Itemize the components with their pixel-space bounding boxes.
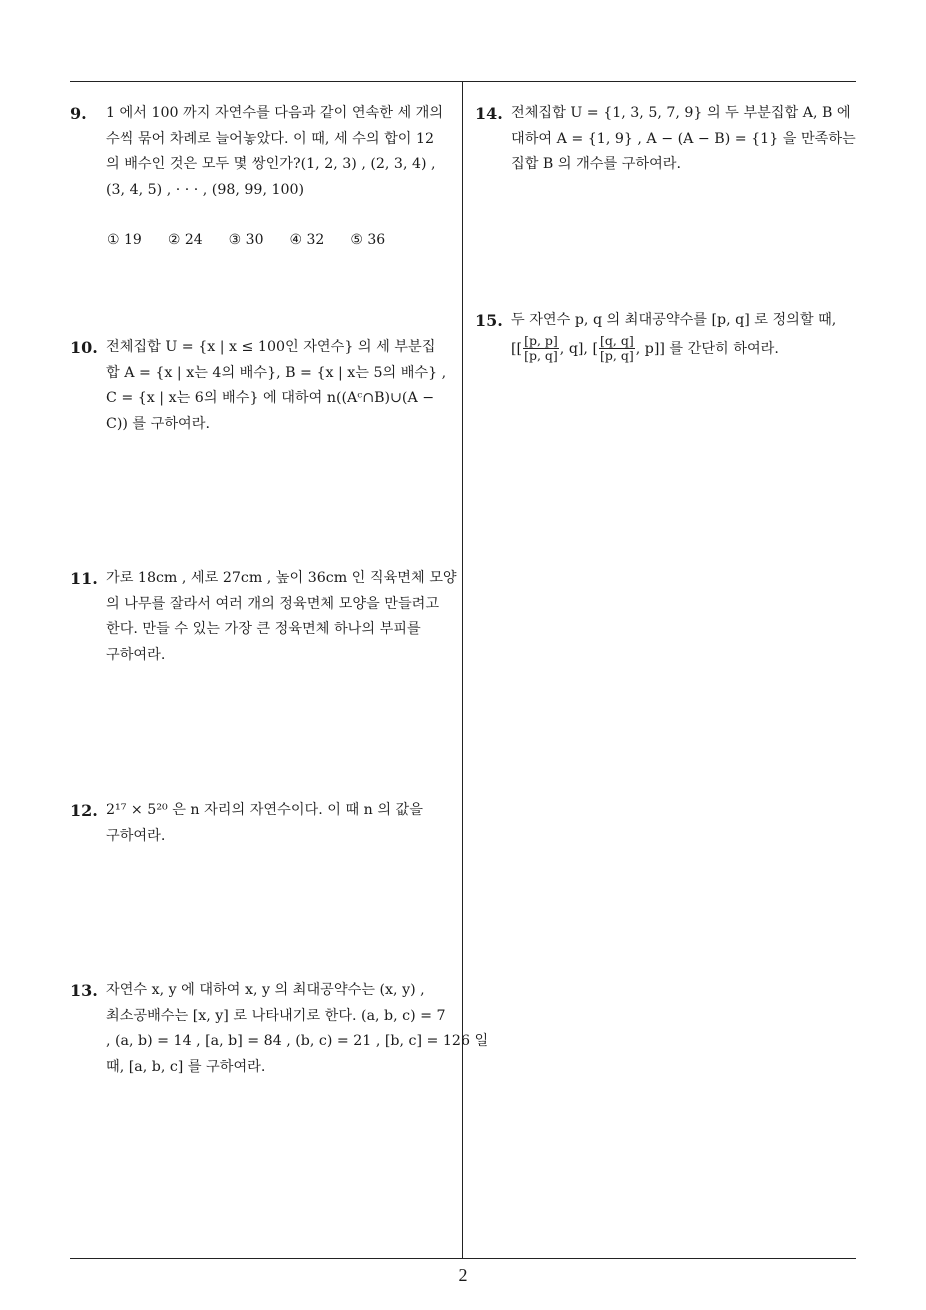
fraction-numerator: [q, q] bbox=[600, 333, 634, 348]
fraction-denominator: [p, q] bbox=[600, 348, 634, 363]
question-text-line: 집합 B 의 개수를 구하여라. bbox=[511, 156, 682, 172]
question-text-line: (3, 4, 5) , · · · , (98, 99, 100) bbox=[106, 181, 305, 198]
fraction-numerator: [p, p] bbox=[524, 333, 558, 348]
question-text-line: 한다. 만들 수 있는 가장 큰 정육면체 하나의 부피를 bbox=[106, 621, 421, 637]
answer-choices bbox=[107, 232, 411, 248]
question-text-line: 전체집합 U = {1, 3, 5, 7, 9} 의 두 부분집합 A, B 에 bbox=[511, 105, 851, 121]
top-rule bbox=[70, 81, 856, 82]
question-text-line: 1 에서 100 까지 자연수를 다음과 같이 연속한 세 개의 bbox=[106, 105, 444, 121]
question-12 bbox=[70, 798, 456, 849]
question-text-line: 전체집합 U = {x | x ≤ 100인 자연수} 의 세 부분집 bbox=[106, 339, 436, 355]
question-number: 15. bbox=[475, 311, 503, 330]
question-text-line: , (a, b) = 14 , [a, b] = 84 , (b, c) = 21 , [b, c] = 126 일 bbox=[106, 1033, 489, 1049]
question-text-line: 수씩 묶어 차례로 늘어놓았다. 이 때, 세 수의 합이 12 bbox=[106, 130, 435, 147]
bottom-rule bbox=[70, 1258, 856, 1259]
question-number: 10. bbox=[70, 338, 98, 357]
column-divider bbox=[462, 82, 463, 1258]
choice-3[interactable]: ③ 30 bbox=[228, 232, 264, 248]
question-text-line: C = {x | x는 6의 배수} 에 대하여 n((Aᶜ∩B)∪(A − bbox=[106, 390, 435, 406]
question-text-line: 때, [a, b, c] 를 구하여라. bbox=[106, 1058, 266, 1075]
formula-part: , p]] 를 간단히 하여라. bbox=[635, 340, 779, 357]
question-text-line: 2¹⁷ × 5²⁰ 은 n 자리의 자연수이다. 이 때 n 의 값을 bbox=[106, 802, 423, 818]
question-number: 12. bbox=[70, 801, 98, 820]
formula-part: , q], [ bbox=[559, 340, 598, 357]
formula-part: [[ bbox=[511, 340, 523, 357]
fraction-2 bbox=[599, 334, 635, 363]
question-text-line: 가로 18cm , 세로 27cm , 높이 36cm 인 직육면체 모양 bbox=[106, 570, 457, 586]
question-text-line: 의 배수인 것은 모두 몇 쌍인가?(1, 2, 3) , (2, 3, 4) , bbox=[106, 156, 436, 172]
choice-1[interactable]: ① 19 bbox=[107, 232, 142, 248]
question-text-line: C)) 를 구하여라. bbox=[106, 415, 210, 432]
choice-5[interactable]: ⑤ 36 bbox=[350, 232, 386, 248]
question-text-line: 자연수 x, y 에 대하여 x, y 의 최대공약수는 (x, y) , bbox=[106, 982, 425, 998]
question-13 bbox=[70, 978, 489, 1080]
page-number: 2 bbox=[458, 1265, 468, 1285]
question-number: 14. bbox=[475, 104, 503, 123]
question-text-line: 두 자연수 p, q 의 최대공약수를 [p, q] 로 정의할 때, bbox=[511, 312, 837, 328]
fraction-denominator: [p, q] bbox=[524, 348, 558, 363]
question-number: 11. bbox=[70, 569, 98, 588]
question-10 bbox=[70, 335, 456, 437]
question-number: 13. bbox=[70, 981, 98, 1000]
question-formula-line bbox=[511, 334, 859, 364]
question-14 bbox=[475, 101, 859, 178]
question-text-line: 의 나무를 잘라서 여러 개의 정육면체 모양을 만들려고 bbox=[106, 595, 440, 612]
choice-2[interactable]: ② 24 bbox=[167, 232, 203, 248]
question-text-line: 최소공배수는 [x, y] 로 나타내기로 한다. (a, b, c) = 7 bbox=[106, 1007, 446, 1024]
question-11 bbox=[70, 566, 456, 668]
question-text-line: 구하여라. bbox=[106, 646, 166, 663]
question-15 bbox=[475, 308, 859, 364]
question-text-line: 합 A = {x | x는 4의 배수}, B = {x | x는 5의 배수} , bbox=[106, 364, 447, 381]
fraction-1 bbox=[523, 334, 559, 363]
question-text-line: 대하여 A = {1, 9} , A − (A − B) = {1} 을 만족하는 bbox=[511, 130, 856, 147]
choice-4[interactable]: ④ 32 bbox=[289, 232, 325, 248]
question-9 bbox=[70, 101, 456, 203]
question-text-line: 구하여라. bbox=[106, 827, 166, 844]
question-number: 9. bbox=[70, 104, 87, 123]
